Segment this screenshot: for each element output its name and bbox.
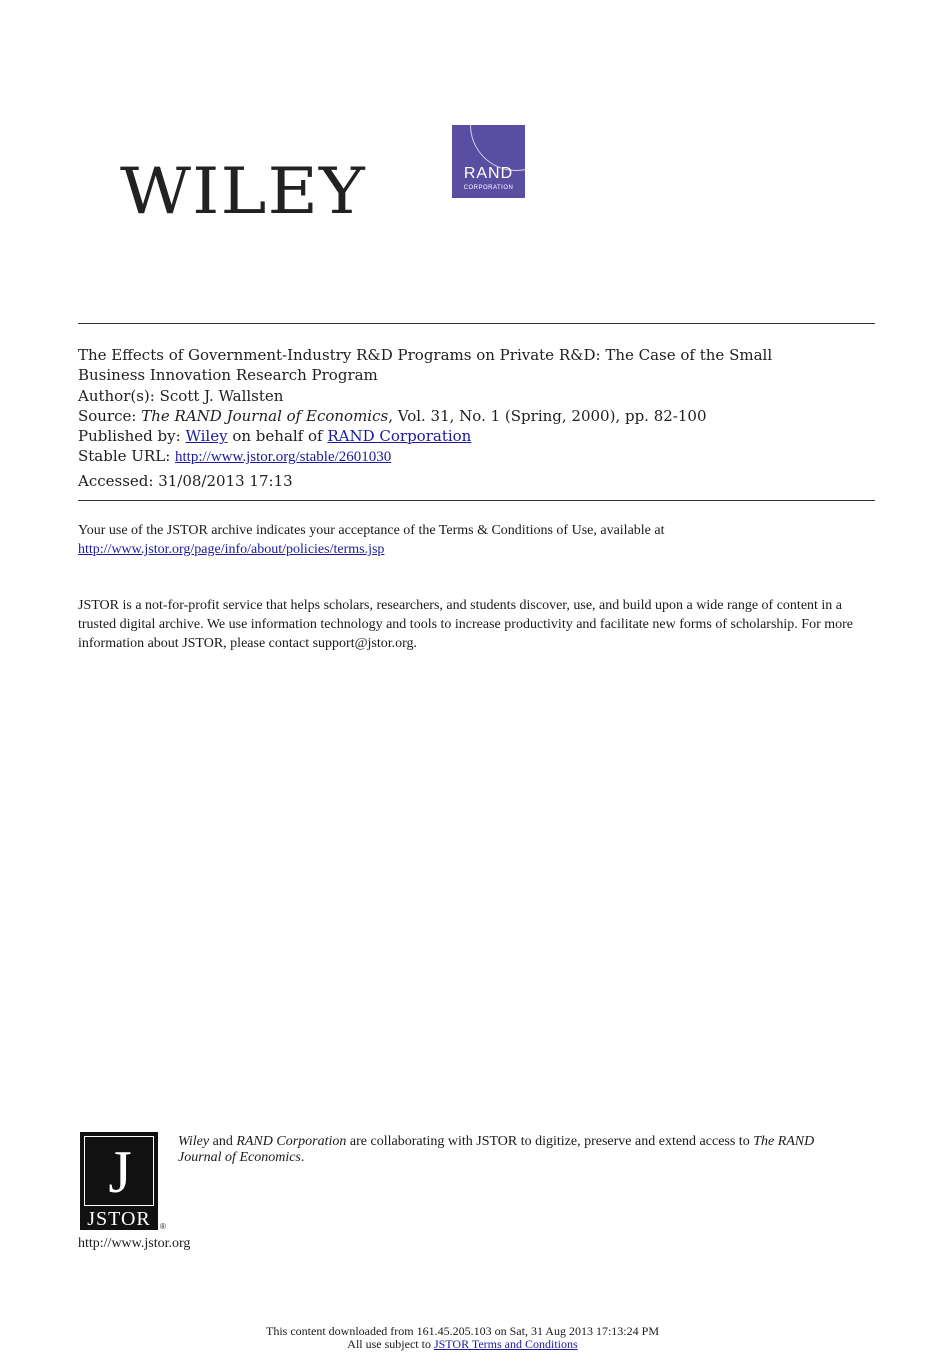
collab-and: and — [209, 1134, 237, 1149]
wiley-logo: WILEY — [120, 155, 366, 229]
bottom-divider — [78, 500, 875, 501]
jstor-logo-letter: J — [108, 1139, 132, 1205]
article-title-line-2: Business Innovation Research Program — [78, 366, 378, 385]
jstor-logo — [80, 1132, 158, 1230]
stable-url-link[interactable]: http://www.jstor.org/stable/2601030 — [175, 449, 392, 466]
article-title-line-1: The Effects of Government-Industry R&D Programs on Private R&D: The Case of the Small — [78, 346, 773, 364]
collaboration-statement — [178, 1134, 858, 1166]
published-label: Published by: — [78, 427, 186, 446]
terms-text: Your use of the JSTOR archive indicates your acceptance of the Terms & Conditions of Use, available at — [78, 523, 665, 538]
rand-corporation-logo — [452, 125, 525, 198]
jstor-terms-link[interactable]: JSTOR Terms and Conditions — [433, 1337, 578, 1351]
collab-end: . — [300, 1150, 305, 1165]
terms-footer-prefix: All use subject to — [347, 1337, 434, 1351]
collab-journal: The RAND Journal of Economics — [178, 1134, 815, 1165]
terms-notice — [78, 521, 878, 559]
article-stable-url — [78, 446, 878, 467]
collab-middle: are collaborating with JSTOR to digitize, preserve and extend access to — [346, 1134, 754, 1149]
article-publisher — [78, 426, 878, 446]
organization-link[interactable]: RAND Corporation — [327, 427, 472, 446]
terms-footer — [0, 1338, 925, 1351]
article-accessed: Accessed: 31/08/2013 17:13 — [78, 471, 293, 490]
on-behalf-text: on behalf of — [227, 427, 328, 446]
registered-mark-icon: ® — [160, 1222, 166, 1231]
stable-url-label: Stable URL: — [78, 447, 176, 466]
source-journal: The RAND Journal of Economics — [141, 406, 389, 425]
article-metadata — [78, 345, 878, 491]
source-label: Source: — [78, 406, 142, 425]
download-notice — [0, 1325, 925, 1351]
jstor-url: http://www.jstor.org — [78, 1236, 191, 1251]
rand-logo-word: RAND — [463, 165, 514, 182]
source-details: , Vol. 31, No. 1 (Spring, 2000), pp. 82-100 — [388, 406, 707, 425]
collab-publisher: Wiley — [178, 1134, 210, 1149]
rand-logo-subword: CORPORATION — [463, 185, 514, 191]
collab-organization: RAND Corporation — [236, 1134, 347, 1149]
article-source — [78, 406, 878, 426]
top-divider — [78, 323, 875, 324]
jstor-logo-word: JSTOR — [87, 1208, 151, 1230]
terms-link[interactable]: http://www.jstor.org/page/info/about/policies/terms.jsp — [78, 542, 385, 557]
jstor-logo-emblem — [84, 1136, 154, 1206]
publisher-link[interactable]: Wiley — [185, 427, 228, 446]
download-info: This content downloaded from 161.45.205.103 on Sat, 31 Aug 2013 17:13:24 PM — [266, 1324, 659, 1338]
article-author: Author(s): Scott J. Wallsten — [78, 386, 284, 405]
jstor-about-text: JSTOR is a not-for-profit service that helps scholars, researchers, and students discover, use, and build upon a wide range of content in a trusted digital archive. We use information technology and tools to increase productivity and facilitate new forms of scholarship. For more information about JSTOR, please contact support@jstor.org. — [78, 598, 854, 651]
